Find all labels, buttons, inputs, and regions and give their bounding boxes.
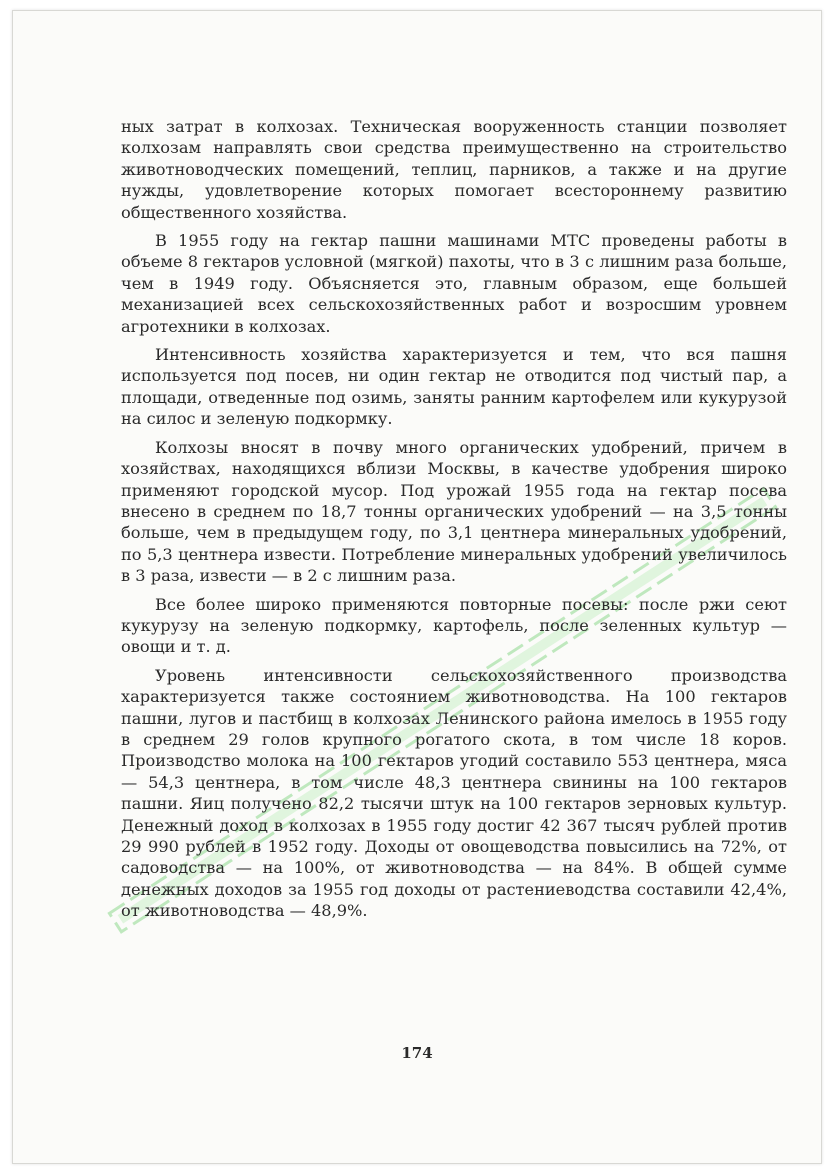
paragraph-4: Колхозы вносят в почву много органических удобрений, причем в хозяйствах, находящихся вблизи Москвы, в качестве удобрения широко применяют городской мусор. Под урожай 1955 года на гектар посева внесено в среднем по 18,7 тонны органических удобрений — на 3,5 тонны больше, чем в предыдущем году, по 3,1 центнера минеральных удобрений, по 5,3 центнера извести. Потребление минеральных удобрений увеличилось в 3 раза, извести — в 2 с лишним раза.: [121, 437, 787, 586]
page-body-text: [121, 116, 787, 929]
paragraph-1: ных затрат в колхозах. Техническая вооруженность станции позволяет колхозам направлять свои средства преимущественно на строительство животноводческих помещений, теплиц, парников, а также и на другие нужды, удовлетворение которых помогает всестороннему развитию общественного хозяйства.: [121, 117, 787, 222]
paragraph-5: Все более широко применяются повторные посевы: после ржи сеют кукурузу на зеленую подкормку, картофель, после зеленных культур — овощи и т. д.: [121, 594, 787, 657]
page-number: 174: [401, 1044, 433, 1062]
paragraph-2: В 1955 году на гектар пашни машинами МТС проведены работы в объеме 8 гектаров условной (мягкой) пахоты, что в 3 с лишним раза больше, чем в 1949 году. Объясняется это, главным образом, еще большей механизацией всех сельскохозяйственных работ и возросшим уровнем агротехники в колхозах.: [121, 231, 787, 336]
paragraph-6: Уровень интенсивности сельскохозяйственного производства характеризуется также состоянием животноводства. На 100 гектаров пашни, лугов и пастбищ в колхозах Ленинского района имелось в 1955 году в среднем 29 голов крупного рогатого скота, в том числе 18 коров. Производство молока на 100 гектаров угодий составило 553 центнера, мяса — 54,3 центнера, в том числе 48,3 центнера свинины на 100 гектаров пашни. Яиц получено 82,2 тысячи штук на 100 гектаров зерновых культур. Денежный доход в колхозах в 1955 году достиг 42 367 тысяч рублей против 29 990 рублей в 1952 году. Доходы от овощеводства повысились на 72%, от садоводства — на 100%, от животноводства — на 84%. В общей сумме денежных доходов за 1955 год доходы от растениеводства составили 42,4%, от животноводства — 48,9%.: [121, 665, 787, 921]
paragraph-3: Интенсивность хозяйства характеризуется и тем, что вся пашня используется под посев, ни один гектар не отводится под чистый пар, а площади, отведенные под озимь, заняты ранним картофелем или кукурузой на силос и зеленую подкормку.: [121, 345, 787, 429]
document-page: [12, 10, 822, 1164]
